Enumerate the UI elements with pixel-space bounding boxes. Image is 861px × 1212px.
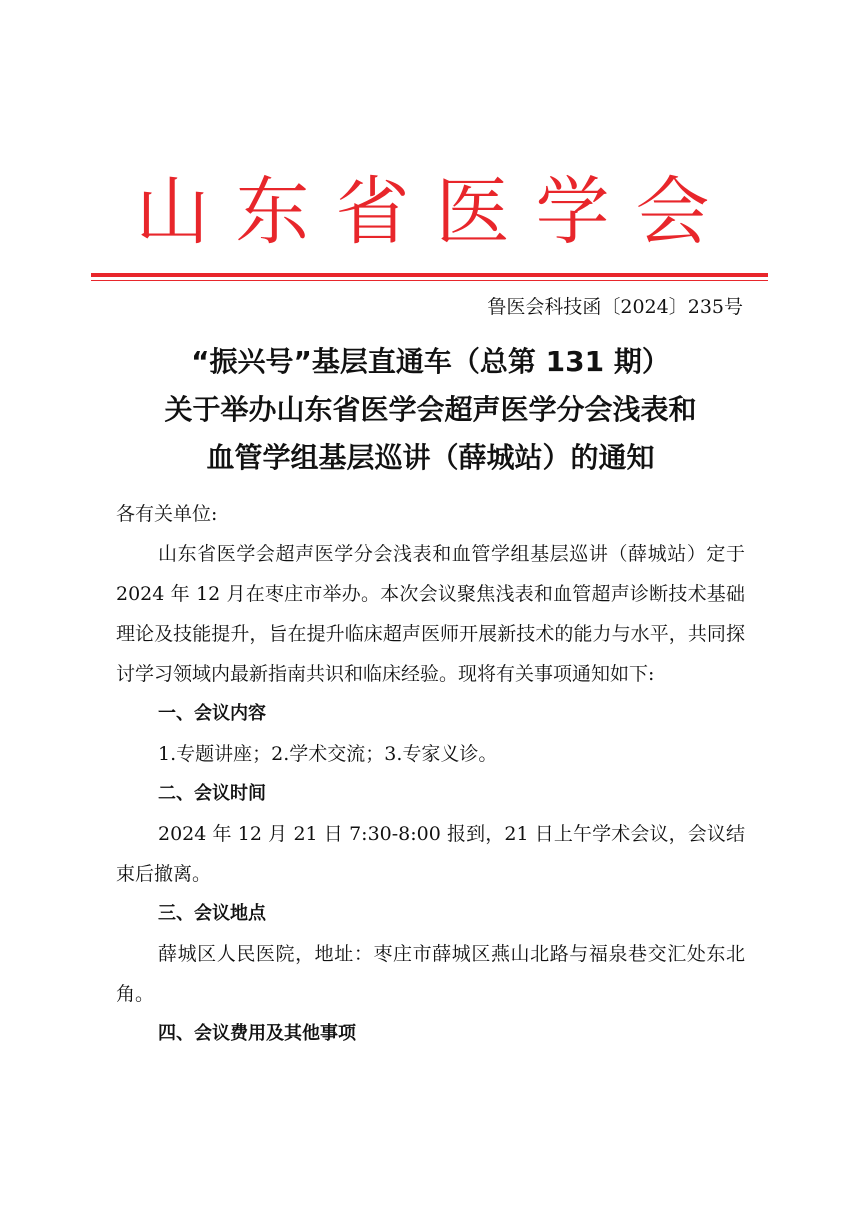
section-text-location: 薛城区人民医院，地址：枣庄市薛城区燕山北路与福泉巷交汇处东北角。 [116,943,745,1005]
document-number: 鲁医会科技函〔2024〕235号 [487,296,743,318]
title-line-3: 血管学组基层巡讲（薛城站）的通知 [206,441,655,474]
letterhead-rule-thick [91,273,768,277]
section-text-content: 1.专题讲座；2.学术交流；3.专家义诊。 [158,743,498,765]
intro-paragraph: 山东省医学会超声医学分会浅表和血管学组基层巡讲（薛城站）定于 2024 年 12 月在枣庄市举办。本次会议聚焦浅表和血管超声诊断技术基础理论及技能提升，旨在提升临床超声医师开展新技术的能力与水平，共同探讨学习领域内最新指南共识和临床经验。现将有关事项通知如下: [116,543,745,685]
section-text-time: 2024 年 12 月 21 日 7:30-8:00 报到，21 日上午学术会议，会议结束后撤离。 [116,823,745,885]
section-heading-time: 二、会议时间 [158,783,266,804]
title-line-2: 关于举办山东省医学会超声医学分会浅表和 [164,393,697,426]
section-heading-content: 一、会议内容 [158,703,266,724]
letterhead-title: 山东省医学会 [135,169,736,255]
title-line-1: “振兴号”基层直通车（总第 131 期） [191,345,670,378]
section-heading-location: 三、会议地点 [158,903,266,924]
document-body [116,494,745,1054]
document-title [80,338,781,482]
letterhead-rule-thin [91,280,768,281]
salutation: 各有关单位: [116,503,218,525]
section-heading-fees: 四、会议费用及其他事项 [158,1023,356,1044]
